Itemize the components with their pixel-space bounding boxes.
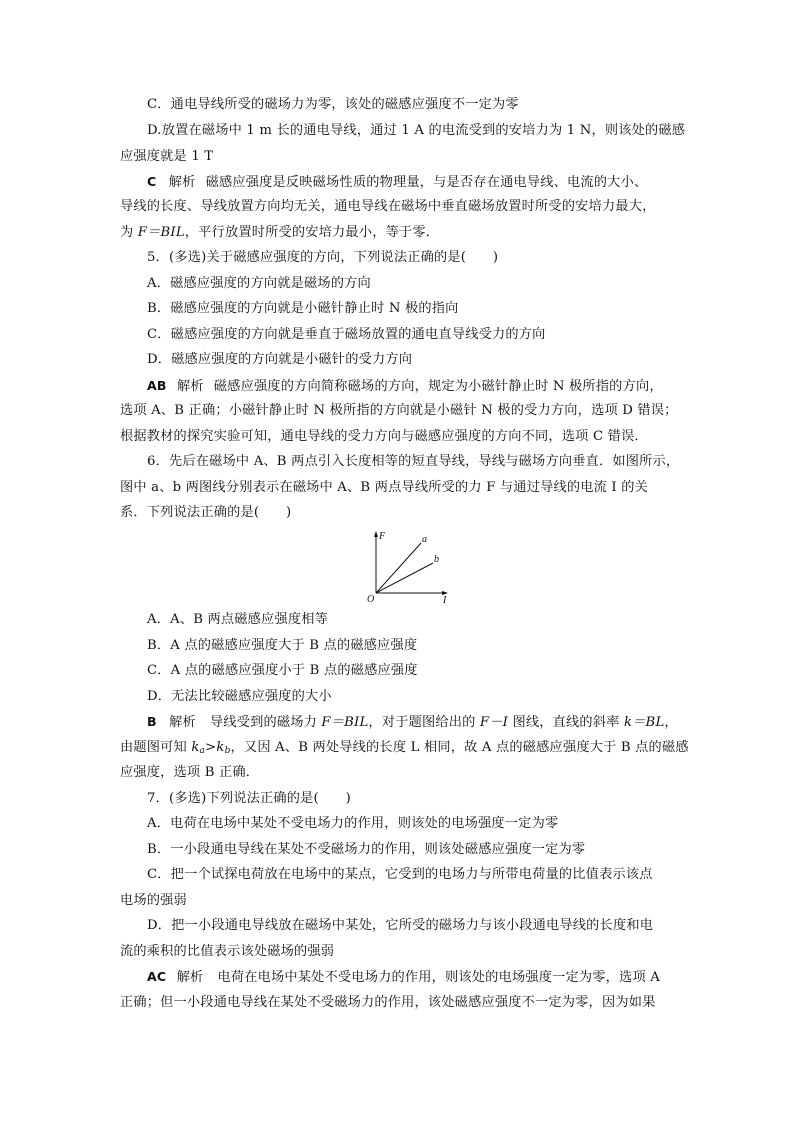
line-b-label: b bbox=[434, 554, 439, 565]
analysis-text: 磁感应强度是反映磁场性质的物理量，与是否存在通电导线、电流的大小、 bbox=[205, 175, 648, 190]
subscript: b bbox=[224, 746, 231, 756]
question-7: 7．(多选)下列说法正确的是( ) bbox=[147, 791, 352, 806]
question-5: 5．(多选)关于磁感应强度的方向，下列说法正确的是( ) bbox=[147, 250, 499, 265]
option-c-q4: C．通电导线所受的磁场力为零，该处的磁感应强度不一定为零 bbox=[147, 97, 519, 112]
option-a-q5: A．磁感应强度的方向就是磁场的方向 bbox=[147, 276, 371, 291]
formula: F－I bbox=[479, 715, 509, 730]
analysis-q6 bbox=[147, 713, 707, 732]
question-6-line3: 系．下列说法正确的是( ) bbox=[120, 505, 292, 520]
option-a-q7: A．电荷在电场中某处不受电场力的作用，则该处的电场强度一定为零 bbox=[147, 816, 559, 831]
option-a-q6: A．A、B 两点磁感应强度相等 bbox=[147, 612, 328, 627]
analysis-label: 解析 bbox=[177, 379, 204, 394]
option-c-q6: C．A 点的磁感应强度小于 B 点的磁感应强度 bbox=[147, 663, 418, 678]
formula: F＝BIL bbox=[137, 225, 185, 240]
analysis-q7-line2: 正确；但一小段通电导线在某处不受磁场力的作用，该处磁感应强度不一定为零，因为如果 bbox=[120, 995, 656, 1010]
line-b bbox=[376, 563, 433, 593]
answer-key: C bbox=[147, 174, 157, 189]
option-c-q5: C．磁感应强度的方向就是垂直于磁场放置的通电直导线受力的方向 bbox=[147, 327, 546, 342]
analysis-q4-line3 bbox=[120, 224, 680, 242]
option-d-q4-cont: 应强度就是 1 T bbox=[120, 149, 214, 164]
y-axis-label: F bbox=[379, 531, 386, 542]
analysis-q5 bbox=[147, 377, 707, 396]
origin-label: O bbox=[367, 594, 375, 605]
analysis-q7 bbox=[147, 968, 707, 987]
analysis-q5-line2: 选项 A、B 正确；小磁针静止时 N 极所指的方向就是小磁针 N 极的受力方向，选项 D 错误； bbox=[120, 403, 678, 418]
analysis-q4 bbox=[147, 173, 707, 192]
subscript: a bbox=[199, 746, 206, 756]
option-d-q7-cont: 流的乘积的比值表示该处磁场的强弱 bbox=[120, 944, 335, 959]
formula: k bbox=[216, 740, 225, 755]
option-b-q6: B．A 点的磁感应强度大于 B 点的磁感应强度 bbox=[147, 638, 418, 653]
analysis-label: 解析 bbox=[176, 970, 204, 985]
analysis-q6-line3: 应强度，选项 B 正确． bbox=[120, 765, 260, 780]
text-span: 图线，直线的斜率 bbox=[508, 715, 624, 730]
text-span: ， bbox=[664, 715, 678, 730]
option-b-q7: B．一小段通电导线在某处不受磁场力的作用，则该处磁感应强度一定为零 bbox=[147, 842, 586, 857]
option-b-q5: B．磁感应强度的方向就是小磁针静止时 N 极的指向 bbox=[147, 301, 459, 316]
text-span: ，又因 A、B 两处导线的长度 L 相同，故 A 点的磁感应强度大于 B 点的磁感 bbox=[230, 740, 689, 755]
option-c-q7: C．把一个试探电荷放在电场中的某点，它受到的电场力与所带电荷量的比值表示该点 bbox=[147, 867, 653, 882]
analysis-text: 电荷在电场中某处不受电场力的作用，则该处的电场强度一定为零，选项 A bbox=[217, 970, 660, 985]
analysis-q6-line2 bbox=[120, 739, 689, 760]
answer-key: AC bbox=[147, 969, 167, 984]
formula: k bbox=[191, 740, 200, 755]
answer-key: B bbox=[147, 714, 157, 729]
analysis-q5-line3: 根据教材的探究实验可知，通电导线的受力方向与磁感应强度的方向不同，选项 C 错误． bbox=[120, 429, 648, 444]
question-6: 6．先后在磁场中 A、B 两点引入长度相等的短直导线，导线与磁场方向垂直．如图所示， bbox=[147, 454, 680, 469]
option-d-q5: D．磁感应强度的方向就是小磁针的受力方向 bbox=[147, 352, 413, 367]
text-span: ，平行放置时所受的安培力最小，等于零． bbox=[184, 225, 440, 240]
option-d-q7: D．把一小段通电导线放在磁场中某处，它所受的磁场力与该小段通电导线的长度和电 bbox=[147, 918, 654, 933]
formula: k＝BL bbox=[623, 715, 665, 730]
option-d-q6: D．无法比较磁感应强度的大小 bbox=[147, 689, 332, 704]
text-span: 导线受到的磁场力 bbox=[209, 715, 322, 730]
analysis-text: 磁感应强度的方向简称磁场的方向，规定为小磁针静止时 N 极所指的方向， bbox=[213, 379, 663, 394]
option-c-q7-cont: 电场的强弱 bbox=[120, 893, 187, 908]
analysis-label: 解析 bbox=[169, 715, 196, 730]
text-span: ，对于题图给出的 bbox=[368, 715, 480, 730]
f-i-graph bbox=[365, 530, 455, 606]
line-a bbox=[376, 543, 421, 593]
line-a-label: a bbox=[422, 534, 427, 545]
y-axis-arrow bbox=[374, 531, 378, 537]
option-d-q4: D.放置在磁场中 1 m 长的通电导线，通过 1 A 的电流受到的安培力为 1 N，则该处的磁感 bbox=[147, 123, 686, 138]
x-axis-label: I bbox=[443, 595, 447, 606]
text-span: 由题图可知 bbox=[120, 740, 192, 755]
answer-key: AB bbox=[147, 378, 167, 393]
text-span: > bbox=[205, 740, 217, 755]
question-6-line2: 图中 a、b 两图线分别表示在磁场中 A、B 两点导线所受的力 F 与通过导线的电流 I 的关 bbox=[120, 480, 648, 495]
analysis-q4-line2: 导线的长度、导线放置方向均无关，通电导线在磁场中垂直磁场放置时所受的安培力最大， bbox=[120, 199, 656, 214]
formula: F＝BIL bbox=[321, 715, 369, 730]
text-span: 为 bbox=[120, 225, 138, 240]
analysis-label: 解析 bbox=[168, 175, 196, 190]
